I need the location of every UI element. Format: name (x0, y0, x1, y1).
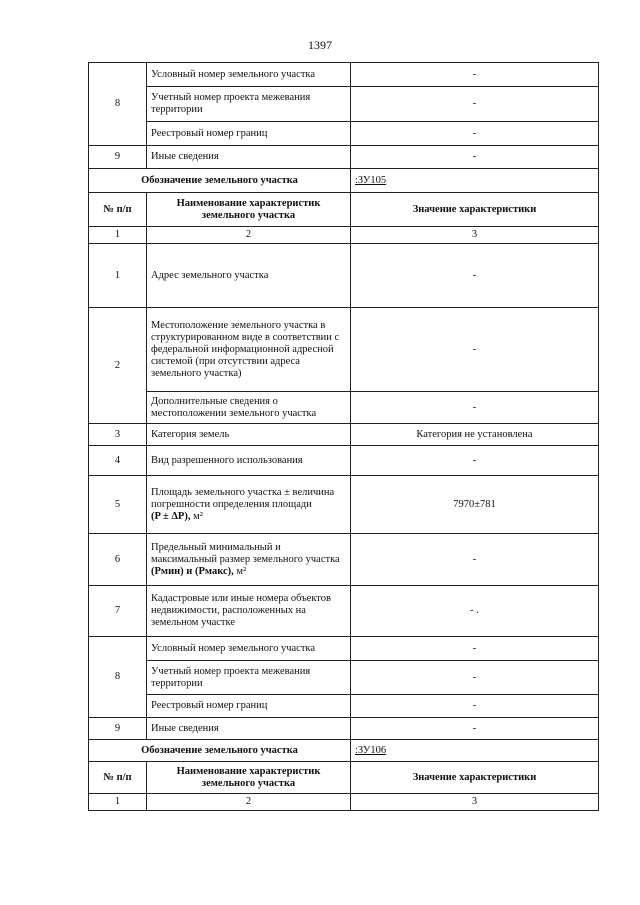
row-value: - (351, 661, 599, 695)
section-row (89, 740, 599, 762)
row-label: Иные сведения (147, 718, 351, 740)
row-value: - (351, 392, 599, 424)
column-index: 1 (89, 794, 147, 811)
column-index-row (89, 794, 599, 811)
row-value: - (351, 87, 599, 122)
row-number: 3 (89, 424, 147, 446)
row-label: Учетный номер проекта межевания территории (147, 87, 351, 122)
table-row (89, 534, 599, 586)
plot-code: :ЗУ106 (351, 740, 599, 762)
row-number: 8 (89, 63, 147, 146)
row-value: - (351, 308, 599, 392)
row-number: 6 (89, 534, 147, 586)
column-index: 3 (351, 794, 599, 811)
table-row (89, 308, 599, 392)
row-label: Учетный номер проекта межевания территории (147, 661, 351, 695)
header-name: Наименование характеристик земельного участка (147, 193, 351, 227)
row-label: Категория земель (147, 424, 351, 446)
row-number: 4 (89, 446, 147, 476)
designation-label: Обозначение земельного участка (89, 169, 351, 193)
designation-label: Обозначение земельного участка (89, 740, 351, 762)
table-row (89, 87, 599, 122)
row-value: - . (351, 586, 599, 637)
row-number: 7 (89, 586, 147, 637)
min-max-unit: м² (236, 565, 247, 577)
row-number: 1 (89, 244, 147, 308)
column-index: 2 (147, 794, 351, 811)
row-label: Дополнительные сведения о местоположении земельного участка (147, 392, 351, 424)
header-value: Значение характеристики (351, 762, 599, 794)
row-number: 8 (89, 637, 147, 718)
table-row (89, 637, 599, 661)
row-label: Условный номер земельного участка (147, 637, 351, 661)
header-number: № п/п (89, 762, 147, 794)
table-row (89, 122, 599, 146)
row-label (147, 534, 351, 586)
row-label: Местоположение земельного участка в структурированном виде в соответствии с федеральной информационной адресной системой (при отсутствии адреса земельного участка) (147, 308, 351, 392)
table-row (89, 718, 599, 740)
header-number: № п/п (89, 193, 147, 227)
row-number: 9 (89, 718, 147, 740)
row-value: - (351, 122, 599, 146)
row-label: Кадастровые или иные номера объектов недвижимости, расположенных на земельном участке (147, 586, 351, 637)
column-index: 1 (89, 227, 147, 244)
row-label: Реестровый номер границ (147, 695, 351, 718)
column-index: 2 (147, 227, 351, 244)
row-value: - (351, 637, 599, 661)
page-number: 1397 (308, 38, 332, 52)
row-number: 2 (89, 308, 147, 424)
land-plot-table (88, 62, 599, 811)
plot-code: :ЗУ105 (351, 169, 599, 193)
column-index: 3 (351, 227, 599, 244)
min-max-label: Предельный минимальный и максимальный размер земельного участка (151, 541, 340, 565)
table-row (89, 586, 599, 637)
row-label: Реестровый номер границ (147, 122, 351, 146)
row-value: - (351, 446, 599, 476)
area-label: Площадь земельного участка ± величина погрешности определения площади (151, 486, 335, 510)
row-value: 7970±781 (351, 476, 599, 534)
section-row (89, 169, 599, 193)
row-value: Категория не установлена (351, 424, 599, 446)
table-row (89, 446, 599, 476)
row-label: Адрес земельного участка (147, 244, 351, 308)
row-number: 9 (89, 146, 147, 169)
table-row (89, 392, 599, 424)
column-index-row (89, 227, 599, 244)
row-label: Иные сведения (147, 146, 351, 169)
row-label (147, 476, 351, 534)
table-row (89, 661, 599, 695)
row-value: - (351, 146, 599, 169)
header-name: Наименование характеристик земельного участка (147, 762, 351, 794)
table-row (89, 695, 599, 718)
min-max-formula: (Рмин) и (Рмакс), (151, 565, 234, 577)
row-value: - (351, 695, 599, 718)
table-row (89, 244, 599, 308)
header-row (89, 762, 599, 794)
header-value: Значение характеристики (351, 193, 599, 227)
row-label: Вид разрешенного использования (147, 446, 351, 476)
table-row (89, 146, 599, 169)
row-value: - (351, 244, 599, 308)
area-unit: м² (193, 510, 203, 522)
table-row (89, 476, 599, 534)
row-value: - (351, 63, 599, 87)
table-row (89, 424, 599, 446)
row-number: 5 (89, 476, 147, 534)
row-value: - (351, 718, 599, 740)
header-row (89, 193, 599, 227)
row-value: - (351, 534, 599, 586)
table-row (89, 63, 599, 87)
area-formula: (P ± ΔP), (151, 510, 191, 522)
row-label: Условный номер земельного участка (147, 63, 351, 87)
